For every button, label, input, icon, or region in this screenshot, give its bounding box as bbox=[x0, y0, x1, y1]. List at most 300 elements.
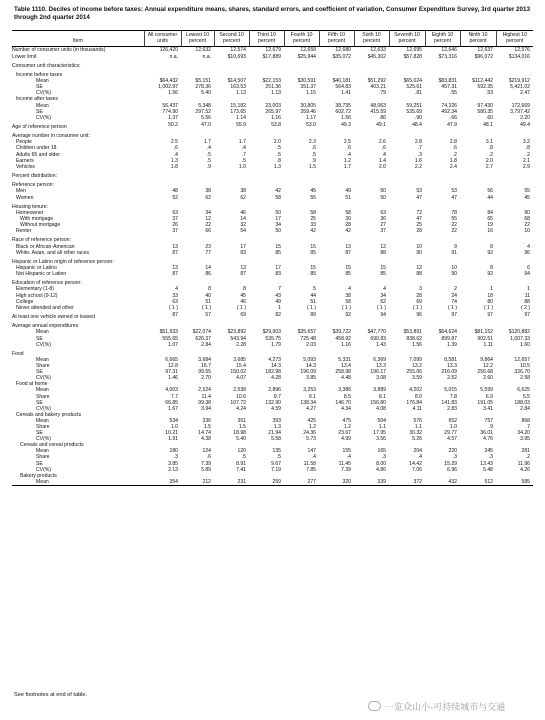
cell: 13.3 bbox=[376, 363, 386, 370]
cell: 97.31 bbox=[165, 369, 178, 376]
cell bbox=[354, 320, 389, 329]
cell: 351 bbox=[237, 417, 246, 424]
cell: 88 bbox=[524, 298, 530, 305]
cell: 33 bbox=[310, 222, 316, 229]
cell: 23 bbox=[205, 243, 211, 250]
cell: 97 bbox=[524, 312, 530, 319]
cell bbox=[389, 69, 425, 78]
cell bbox=[496, 60, 533, 69]
table-row bbox=[12, 479, 533, 486]
cell: 8 bbox=[208, 286, 211, 293]
cell: .53 bbox=[485, 90, 493, 97]
cell: 90 bbox=[524, 209, 530, 216]
cell: 97 bbox=[451, 312, 457, 319]
cell: .5 bbox=[206, 151, 211, 158]
cell: 66 bbox=[205, 228, 211, 235]
table-row bbox=[12, 320, 533, 329]
cell: 18.98 bbox=[233, 430, 246, 437]
cell: 83 bbox=[240, 249, 246, 256]
row-label: Mean bbox=[36, 387, 49, 394]
cell: 13.43 bbox=[480, 460, 493, 467]
cell: 475 bbox=[342, 417, 351, 424]
cell bbox=[284, 179, 319, 188]
cell bbox=[144, 256, 181, 265]
cell: 15 bbox=[345, 265, 351, 271]
cell: ( 1 ) bbox=[376, 304, 386, 311]
cell: 55 bbox=[524, 188, 530, 195]
cell: 899.87 bbox=[441, 335, 457, 342]
cell: 231 bbox=[214, 479, 249, 486]
cell: 902.51 bbox=[477, 335, 493, 342]
cell bbox=[214, 60, 249, 69]
cell: 188.03 bbox=[514, 399, 530, 406]
cell: 9,864 bbox=[480, 356, 493, 363]
cell: $120,882 bbox=[508, 329, 530, 336]
cell: .9 bbox=[311, 157, 316, 164]
cell bbox=[460, 234, 496, 243]
cell: 1.8 bbox=[170, 163, 178, 170]
cell: $51,292 bbox=[367, 78, 386, 85]
cell: 1.3 bbox=[170, 157, 178, 164]
cell: .2 bbox=[525, 454, 530, 461]
cell: 297.52 bbox=[195, 108, 211, 115]
cell: ( 1 ) bbox=[447, 304, 457, 311]
cell: 258.98 bbox=[335, 369, 351, 376]
cell bbox=[144, 234, 181, 243]
cell: ( 1 ) bbox=[412, 304, 422, 311]
row-label: Mean bbox=[12, 479, 144, 486]
cell: 2.5 bbox=[170, 139, 178, 146]
cell: 12,632 bbox=[195, 47, 211, 54]
cell: 1 bbox=[490, 286, 493, 293]
cell: 592.35 bbox=[477, 84, 493, 91]
cell: 259 bbox=[249, 479, 284, 486]
cell: 1.0 bbox=[170, 424, 178, 430]
cell: .5 bbox=[311, 151, 316, 158]
cell bbox=[460, 130, 496, 139]
cell: 58 bbox=[275, 194, 281, 201]
cell: 4,273 bbox=[268, 356, 281, 363]
cell: $14,507 bbox=[227, 78, 246, 85]
cell: 74 bbox=[451, 298, 457, 305]
cell: $30,591 bbox=[297, 78, 316, 85]
cell: 2.5 bbox=[343, 139, 351, 146]
cell: 49 bbox=[275, 298, 281, 305]
cell: $39,722 bbox=[332, 329, 351, 336]
cell: 96 bbox=[416, 312, 422, 319]
cell: 2.8 bbox=[414, 139, 422, 146]
row-label: Not Hispanic or Latino bbox=[16, 271, 67, 278]
cell: 2.13 bbox=[168, 466, 178, 473]
row-label: Children under 18 bbox=[16, 145, 57, 152]
cell: 3.56 bbox=[376, 436, 386, 443]
cell: 15 bbox=[310, 243, 316, 250]
cell: $64,624 bbox=[438, 329, 457, 336]
header-item: Item bbox=[12, 31, 144, 47]
cell: 30 bbox=[345, 215, 351, 222]
cell: 13 bbox=[172, 243, 178, 250]
cell: 49.1 bbox=[376, 122, 386, 129]
cell: 9.7 bbox=[273, 393, 281, 400]
cell bbox=[214, 256, 249, 265]
cell bbox=[425, 179, 460, 188]
cell: 22 bbox=[451, 222, 457, 229]
cell bbox=[354, 130, 389, 139]
cell: 11 bbox=[524, 292, 530, 299]
cell bbox=[214, 201, 249, 210]
cell: $45,302 bbox=[367, 53, 386, 60]
cell: 46 bbox=[240, 298, 246, 305]
row-label: Consumer unit characteristics: bbox=[12, 62, 81, 69]
cell: 50 bbox=[380, 194, 386, 201]
cell: .81 bbox=[414, 90, 422, 97]
cell: 1.39 bbox=[447, 341, 457, 348]
cell: 88 bbox=[380, 249, 386, 256]
row-label: Housing tenure: bbox=[12, 203, 48, 210]
cell: 92 bbox=[345, 312, 351, 319]
cell: 626.37 bbox=[195, 335, 211, 342]
row-label: Women bbox=[16, 194, 34, 201]
table-row bbox=[12, 179, 533, 188]
table-row bbox=[12, 201, 533, 210]
cell: 28 bbox=[416, 292, 422, 299]
cell bbox=[144, 170, 181, 179]
cell bbox=[389, 320, 425, 329]
cell: 173.65 bbox=[230, 108, 246, 115]
cell: 165 bbox=[377, 448, 386, 455]
cell bbox=[425, 234, 460, 243]
cell bbox=[496, 170, 533, 179]
cell: 163.53 bbox=[230, 84, 246, 91]
cell bbox=[181, 277, 214, 286]
cell: $73,316 bbox=[438, 53, 457, 60]
income-deciles-table bbox=[12, 30, 533, 486]
cell bbox=[284, 256, 319, 265]
cell: 22 bbox=[524, 222, 530, 229]
cell bbox=[319, 256, 354, 265]
cell: 2.28 bbox=[236, 341, 246, 348]
cell: 85 bbox=[345, 271, 351, 278]
cell: 868 bbox=[521, 417, 530, 424]
cell: 6,369 bbox=[373, 356, 386, 363]
cell: .3 bbox=[452, 454, 457, 461]
cell: 59,251 bbox=[406, 102, 422, 109]
cell: 1 bbox=[278, 304, 281, 311]
cell: 2.60 bbox=[483, 375, 493, 382]
cell: 47 bbox=[451, 194, 457, 201]
cell: 55.9 bbox=[236, 122, 246, 129]
cell: 34 bbox=[380, 292, 386, 299]
cell: 99.55 bbox=[198, 369, 211, 376]
cell: 43 bbox=[275, 292, 281, 299]
cell: 12.2 bbox=[483, 363, 493, 370]
cell: 3.08 bbox=[376, 375, 386, 382]
cell bbox=[389, 130, 425, 139]
cell: 245 bbox=[484, 448, 493, 455]
cell: 33 bbox=[172, 292, 178, 299]
cell: 4.57 bbox=[447, 436, 457, 443]
cell: 1.6 bbox=[414, 157, 422, 164]
cell: .6 bbox=[173, 145, 178, 152]
cell: .2 bbox=[452, 151, 457, 158]
row-label: Share bbox=[36, 424, 50, 430]
cell: 46 bbox=[240, 209, 246, 216]
cell: 83 bbox=[275, 271, 281, 278]
cell: 13.2 bbox=[412, 363, 422, 370]
cell: 13 bbox=[345, 243, 351, 250]
cell: 5.26 bbox=[412, 436, 422, 443]
header-col-3: Second 10 percent bbox=[214, 31, 249, 47]
cell: 5.48 bbox=[483, 466, 493, 473]
cell: 3.95 bbox=[520, 436, 530, 443]
cell: $65,024 bbox=[403, 78, 422, 85]
cell: .4 bbox=[241, 145, 246, 152]
cell: 4,202 bbox=[409, 387, 422, 394]
cell: 38 bbox=[345, 292, 351, 299]
cell: 89 bbox=[310, 312, 316, 319]
cell: $35,657 bbox=[297, 329, 316, 336]
row-label: Renter bbox=[16, 228, 32, 235]
cell: 5.73 bbox=[306, 436, 316, 443]
table-row bbox=[12, 170, 533, 179]
cell: 351.37 bbox=[300, 84, 316, 91]
cell: .4 bbox=[206, 145, 211, 152]
cell bbox=[319, 234, 354, 243]
cell: 34 bbox=[205, 209, 211, 216]
cell: 1.56 bbox=[341, 114, 351, 121]
cell bbox=[144, 277, 181, 286]
cell: 16 bbox=[487, 228, 493, 235]
row-label: Percent distribution: bbox=[12, 173, 58, 180]
cell: 14.3 bbox=[306, 363, 316, 370]
cell: .3 bbox=[417, 151, 422, 158]
cell: 8.00 bbox=[376, 460, 386, 467]
cell: 132.90 bbox=[265, 399, 281, 406]
cell: 15 bbox=[380, 265, 386, 271]
row-label: Number of consumer units (in thousands) bbox=[12, 47, 106, 54]
cell bbox=[354, 69, 389, 78]
cell: 30,805 bbox=[300, 102, 316, 109]
cell: 36 bbox=[380, 215, 386, 222]
cell: 326.70 bbox=[514, 369, 530, 376]
cell: 1.7 bbox=[203, 139, 211, 146]
cell: 5,599 bbox=[480, 387, 493, 394]
cell: 62 bbox=[240, 194, 246, 201]
row-label: Black or African-American bbox=[16, 243, 75, 250]
cell: 45 bbox=[310, 188, 316, 195]
table-title: Table 1110. Deciles of income before taxes: Annual expenditure means, shares, standard errors, and coefficient of variation, Consumer Expenditure Survey, 3rd quarter 2013 through 2nd quarter 2014 bbox=[14, 6, 531, 21]
cell: 29.77 bbox=[444, 430, 457, 437]
cell: 42 bbox=[275, 188, 281, 195]
cell: $17,889 bbox=[262, 53, 281, 60]
cell: 8.1 bbox=[378, 393, 386, 400]
cell: 68 bbox=[524, 215, 530, 222]
row-label: Mean bbox=[36, 356, 49, 363]
header-col-8: Seventh 10 percent bbox=[389, 31, 425, 47]
cell: 4.48 bbox=[341, 375, 351, 382]
cell: 27 bbox=[380, 222, 386, 229]
cell: 4.38 bbox=[201, 436, 211, 443]
cell: $5,151 bbox=[195, 78, 211, 85]
cell: 23.67 bbox=[338, 430, 351, 437]
cell bbox=[214, 179, 249, 188]
cell: 265.97 bbox=[265, 108, 281, 115]
cell: 2.47 bbox=[520, 90, 530, 97]
cell: 30.32 bbox=[409, 430, 422, 437]
cell: 12,657 bbox=[514, 356, 530, 363]
cell: .3 bbox=[173, 454, 178, 461]
cell: 1.56 bbox=[168, 90, 178, 97]
cell: 85 bbox=[310, 271, 316, 278]
cell: 220 bbox=[448, 448, 457, 455]
cell: 1,002.97 bbox=[158, 84, 178, 91]
cell: ( 1 ) bbox=[306, 304, 316, 311]
cell bbox=[181, 60, 214, 69]
cell: 576 bbox=[413, 417, 422, 424]
cell bbox=[354, 179, 389, 188]
header-col-9: Eighth 10 percent bbox=[425, 31, 460, 47]
cell bbox=[181, 234, 214, 243]
cell bbox=[389, 170, 425, 179]
cell: 4.99 bbox=[341, 436, 351, 443]
cell: 1.56 bbox=[412, 341, 422, 348]
cell: 16.7 bbox=[201, 363, 211, 370]
cell: 7,099 bbox=[409, 356, 422, 363]
cell: 63 bbox=[172, 298, 178, 305]
cell: 12,646 bbox=[441, 47, 457, 54]
cell: 14 bbox=[205, 265, 211, 271]
cell: 13.3 bbox=[447, 363, 457, 370]
cell bbox=[496, 320, 533, 329]
cell: 87 bbox=[172, 271, 178, 278]
row-label: Never attended and other bbox=[16, 304, 74, 311]
row-label: SE bbox=[36, 460, 43, 467]
cell: .9 bbox=[488, 424, 493, 430]
cell: 180 bbox=[169, 448, 178, 455]
cell: 10.6 bbox=[236, 393, 246, 400]
cell: 24.36 bbox=[303, 430, 316, 437]
cell: 34.20 bbox=[517, 430, 530, 437]
cell: 8.0 bbox=[414, 393, 422, 400]
cell: 492.34 bbox=[441, 108, 457, 115]
cell bbox=[284, 320, 319, 329]
table-row bbox=[12, 60, 533, 69]
cell: 12,637 bbox=[477, 47, 493, 54]
cell: 17 bbox=[275, 265, 281, 271]
cell: 48.4 bbox=[412, 122, 422, 129]
cell: .6 bbox=[452, 145, 457, 152]
cell: 525.61 bbox=[406, 84, 422, 91]
cell bbox=[181, 348, 214, 357]
cell: 4.26 bbox=[520, 466, 530, 473]
cell: ( 1 ) bbox=[201, 304, 211, 311]
cell: 12,633 bbox=[370, 47, 386, 54]
row-label: Mean bbox=[36, 448, 49, 455]
cell bbox=[181, 320, 214, 329]
cell: $81,152 bbox=[474, 329, 493, 336]
cell: 602.72 bbox=[335, 108, 351, 115]
cell: ( 1 ) bbox=[483, 304, 493, 311]
cell: 504 bbox=[377, 417, 386, 424]
cell bbox=[319, 320, 354, 329]
cell: 9 bbox=[454, 243, 457, 250]
cell: ( 2 ) bbox=[520, 304, 530, 311]
cell bbox=[214, 69, 249, 78]
cell bbox=[389, 348, 425, 357]
cell: 1.91 bbox=[168, 436, 178, 443]
cell: 12.8 bbox=[168, 363, 178, 370]
cell: $29,903 bbox=[262, 329, 281, 336]
cell: 5.40 bbox=[201, 90, 211, 97]
cell: 1.07 bbox=[168, 341, 178, 348]
cell: 555.65 bbox=[162, 335, 178, 342]
cell: $47,770 bbox=[367, 329, 386, 336]
cell bbox=[389, 201, 425, 210]
cell: 457.31 bbox=[441, 84, 457, 91]
cell: 34 bbox=[275, 222, 281, 229]
cell: 15,182 bbox=[230, 102, 246, 109]
cell: 393 bbox=[272, 417, 281, 424]
cell: 1.7 bbox=[238, 139, 246, 146]
cell: 1.1 bbox=[414, 424, 422, 430]
cell: 14.3 bbox=[271, 363, 281, 370]
cell: .79 bbox=[378, 90, 386, 97]
cell: 62 bbox=[380, 298, 386, 305]
cell: 7.06 bbox=[412, 466, 422, 473]
cell: 652 bbox=[448, 417, 457, 424]
cell: 1.2 bbox=[308, 424, 316, 430]
cell: .90 bbox=[414, 114, 422, 121]
cell bbox=[425, 348, 460, 357]
cell: $64,432 bbox=[159, 78, 178, 85]
cell: 25 bbox=[416, 222, 422, 229]
cell: 8 bbox=[243, 286, 246, 293]
cell: 13 bbox=[240, 265, 246, 271]
cell: .9 bbox=[206, 163, 211, 170]
row-label: SE bbox=[36, 108, 43, 115]
cell: 1.1 bbox=[378, 424, 386, 430]
cell bbox=[460, 256, 496, 265]
cell: 2.84 bbox=[520, 405, 530, 412]
table-row bbox=[12, 277, 533, 286]
cell: 3.85 bbox=[306, 375, 316, 382]
cell: 3.2 bbox=[522, 139, 530, 146]
row-label: Mean bbox=[36, 78, 49, 85]
cell: 10.21 bbox=[165, 430, 178, 437]
row-label: Reference person: bbox=[12, 182, 54, 189]
cell bbox=[319, 201, 354, 210]
cell: 8 bbox=[490, 243, 493, 250]
cell: 3,684 bbox=[198, 356, 211, 363]
cell: .5 bbox=[276, 145, 281, 152]
cell: 54 bbox=[240, 228, 246, 235]
cell: $134,016 bbox=[508, 53, 530, 60]
cell bbox=[319, 277, 354, 286]
cell: 8 bbox=[490, 265, 493, 271]
cell: 138.34 bbox=[300, 399, 316, 406]
cell: 14.74 bbox=[198, 430, 211, 437]
cell: 7.39 bbox=[341, 466, 351, 473]
cell bbox=[144, 130, 181, 139]
cell: 14.42 bbox=[409, 460, 422, 467]
cell: n.a. bbox=[202, 53, 211, 60]
cell bbox=[284, 277, 319, 286]
row-label: Share bbox=[36, 363, 50, 370]
cell: 6.96 bbox=[447, 466, 457, 473]
row-label: High school (9-12) bbox=[16, 292, 58, 299]
cell: 7.41 bbox=[236, 466, 246, 473]
cell: 85 bbox=[310, 249, 316, 256]
